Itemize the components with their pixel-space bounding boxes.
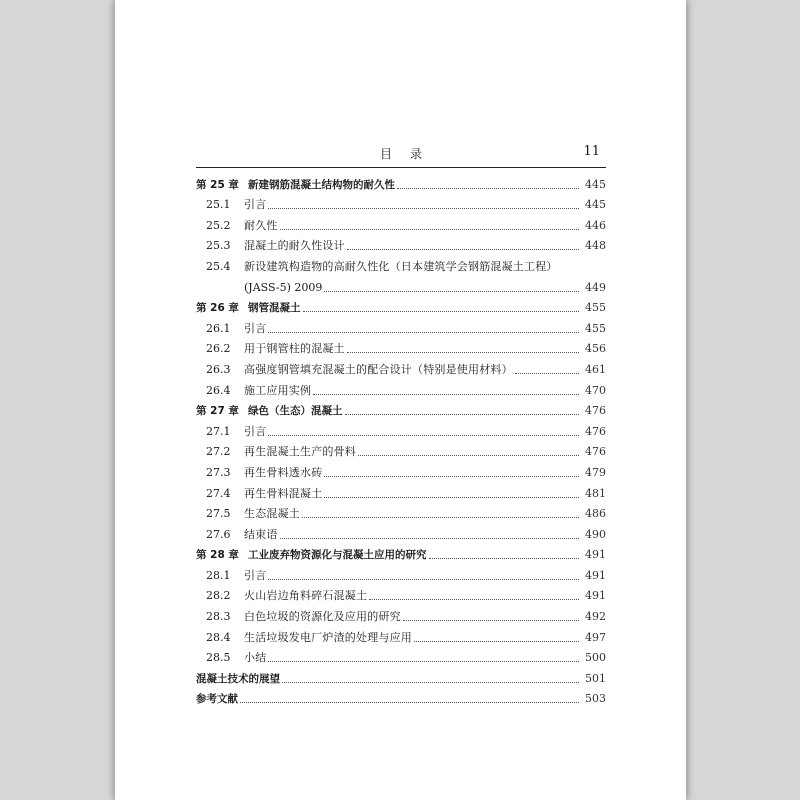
dot-leader xyxy=(347,352,579,353)
toc-entry-title: 新建钢筋混凝土结构物的耐久性 xyxy=(248,178,395,191)
toc-section-entry xyxy=(196,377,606,398)
table-of-contents xyxy=(196,171,606,706)
toc-section-entry xyxy=(196,645,606,666)
toc-entry-title: 绿色（生态）混凝土 xyxy=(248,405,343,418)
toc-entry-page: 446 xyxy=(585,218,606,232)
toc-entry-page: 445 xyxy=(585,177,606,191)
dot-leader xyxy=(324,497,579,498)
toc-entry-number: 第 26 章 xyxy=(196,302,239,315)
dot-leader xyxy=(414,641,579,642)
toc-entry-title: 用于钢管柱的混凝土 xyxy=(244,342,345,356)
toc-entry-title: 混凝土技术的展望 xyxy=(196,672,280,685)
toc-entry-number: 25.4 xyxy=(206,259,231,273)
toc-entry-title: 生活垃圾发电厂炉渣的处理与应用 xyxy=(244,630,412,644)
toc-entry-page: 481 xyxy=(585,486,606,500)
toc-entry-page: 503 xyxy=(585,692,606,706)
toc-entry-number: 26.2 xyxy=(206,342,231,356)
toc-entry-number: 27.2 xyxy=(206,445,231,459)
toc-section-entry xyxy=(196,212,606,233)
toc-section-entry xyxy=(196,233,606,254)
dot-leader xyxy=(313,394,579,395)
toc-section-entry xyxy=(196,315,606,336)
toc-section-entry xyxy=(196,480,606,501)
toc-chapter-entry xyxy=(196,398,606,419)
toc-entry-number: 28.3 xyxy=(206,610,231,624)
background-left xyxy=(0,0,115,800)
toc-entry-page: 491 xyxy=(585,589,606,603)
dot-leader xyxy=(302,517,579,518)
dot-leader xyxy=(369,599,579,600)
toc-entry-title: 工业废弃物资源化与混凝土应用的研究 xyxy=(248,549,427,562)
toc-entry-number: 第 27 章 xyxy=(196,405,239,418)
toc-entry-page: 470 xyxy=(585,383,606,397)
toc-entry-title: 高强度钢管填充混凝土的配合设计（特别是使用材料） xyxy=(244,362,513,376)
toc-section-entry xyxy=(196,562,606,583)
toc-entry-page: 476 xyxy=(585,445,606,459)
toc-entry-title: 新设建筑构造物的高耐久性化（日本建筑学会钢筋混凝土工程） xyxy=(244,259,558,273)
toc-chapter-entry xyxy=(196,665,606,686)
toc-entry-title: 再生混凝土生产的骨料 xyxy=(244,445,356,459)
dot-leader xyxy=(280,229,579,230)
toc-entry-title: 再生骨料透水砖 xyxy=(244,465,323,479)
toc-entry-page: 491 xyxy=(585,568,606,582)
dot-leader xyxy=(324,476,579,477)
toc-entry-number: 25.3 xyxy=(206,239,231,253)
toc-entry-title: 再生骨料混凝土 xyxy=(244,486,323,500)
dot-leader xyxy=(429,558,580,559)
dot-leader xyxy=(282,682,579,683)
toc-section-entry xyxy=(196,459,606,480)
header-title: 目录 xyxy=(379,147,440,161)
toc-entry-number: 28.2 xyxy=(206,589,231,603)
toc-entry-number: 第 25 章 xyxy=(196,178,239,191)
toc-entry-page: 492 xyxy=(585,610,606,624)
toc-entry-number: 27.6 xyxy=(206,527,231,541)
toc-entry-title: 引言 xyxy=(244,198,267,212)
toc-chapter-entry xyxy=(196,171,606,192)
toc-section-entry xyxy=(196,501,606,522)
running-header xyxy=(196,139,606,168)
toc-entry-title: 施工应用实例 xyxy=(244,383,312,397)
dot-leader xyxy=(268,579,579,580)
toc-entry-page: 455 xyxy=(585,301,606,315)
toc-entry-title: (JASS-5) 2009 xyxy=(244,280,323,294)
toc-section-entry xyxy=(196,624,606,645)
dot-leader xyxy=(324,291,579,292)
toc-entry-title: 结束语 xyxy=(244,527,278,541)
toc-section-entry xyxy=(196,583,606,604)
toc-entry-number: 27.4 xyxy=(206,486,231,500)
toc-entry-title: 引言 xyxy=(244,424,267,438)
toc-entry-page: 456 xyxy=(585,342,606,356)
dot-leader xyxy=(345,414,580,415)
toc-entry-page: 490 xyxy=(585,527,606,541)
toc-entry-title: 钢管混凝土 xyxy=(248,302,301,315)
toc-entry-number: 25.2 xyxy=(206,218,231,232)
toc-entry-number: 27.3 xyxy=(206,465,231,479)
toc-entry-page: 449 xyxy=(585,280,606,294)
toc-entry-title: 白色垃圾的资源化及应用的研究 xyxy=(244,610,401,624)
toc-entry-page: 491 xyxy=(585,548,606,562)
dot-leader xyxy=(515,373,579,374)
toc-entry-title: 生态混凝土 xyxy=(244,507,300,521)
toc-entry-title: 引言 xyxy=(244,321,267,335)
toc-entry-number: 27.5 xyxy=(206,507,231,521)
toc-entry-page: 497 xyxy=(585,630,606,644)
dot-leader xyxy=(280,538,579,539)
toc-entry-number: 26.1 xyxy=(206,321,231,335)
toc-entry-title: 引言 xyxy=(244,568,267,582)
toc-entry-number: 28.1 xyxy=(206,568,231,582)
dot-leader xyxy=(240,702,579,703)
toc-entry-page: 445 xyxy=(585,198,606,212)
toc-section-entry xyxy=(196,253,606,274)
toc-entry-title: 火山岩边角料碎石混凝土 xyxy=(244,589,368,603)
toc-section-entry xyxy=(196,274,606,295)
toc-entry-page: 448 xyxy=(585,239,606,253)
toc-entry-number: 第 28 章 xyxy=(196,549,239,562)
toc-section-entry xyxy=(196,603,606,624)
toc-entry-number: 28.4 xyxy=(206,630,231,644)
dot-leader xyxy=(397,188,579,189)
dot-leader xyxy=(268,332,579,333)
toc-section-entry xyxy=(196,439,606,460)
toc-entry-page: 501 xyxy=(585,671,606,685)
toc-entry-page: 479 xyxy=(585,465,606,479)
dot-leader xyxy=(358,455,579,456)
toc-entry-number: 27.1 xyxy=(206,424,231,438)
toc-chapter-entry xyxy=(196,295,606,316)
toc-section-entry xyxy=(196,418,606,439)
toc-entry-title: 小结 xyxy=(244,651,267,665)
dot-leader xyxy=(403,620,579,621)
toc-section-entry xyxy=(196,192,606,213)
toc-entry-title: 耐久性 xyxy=(244,218,278,232)
toc-entry-title: 混凝土的耐久性设计 xyxy=(244,239,345,253)
toc-entry-page: 486 xyxy=(585,507,606,521)
toc-entry-number: 26.4 xyxy=(206,383,231,397)
background-right xyxy=(686,0,800,800)
toc-entry-page: 455 xyxy=(585,321,606,335)
toc-entry-number: 25.1 xyxy=(206,198,231,212)
toc-section-entry xyxy=(196,336,606,357)
dot-leader xyxy=(347,249,579,250)
toc-entry-page: 476 xyxy=(585,404,606,418)
toc-entry-page: 461 xyxy=(585,362,606,376)
dot-leader xyxy=(268,435,579,436)
toc-entry-number: 26.3 xyxy=(206,362,231,376)
toc-section-entry xyxy=(196,356,606,377)
toc-entry-title: 参考文献 xyxy=(196,693,238,706)
dot-leader xyxy=(303,311,580,312)
toc-entry-page: 500 xyxy=(585,651,606,665)
dot-leader xyxy=(268,208,579,209)
dot-leader xyxy=(268,661,579,662)
toc-section-entry xyxy=(196,521,606,542)
toc-entry-number: 28.5 xyxy=(206,651,231,665)
toc-chapter-entry xyxy=(196,542,606,563)
toc-chapter-entry xyxy=(196,686,606,707)
toc-entry-page: 476 xyxy=(585,424,606,438)
header-page-number: 11 xyxy=(583,144,600,159)
